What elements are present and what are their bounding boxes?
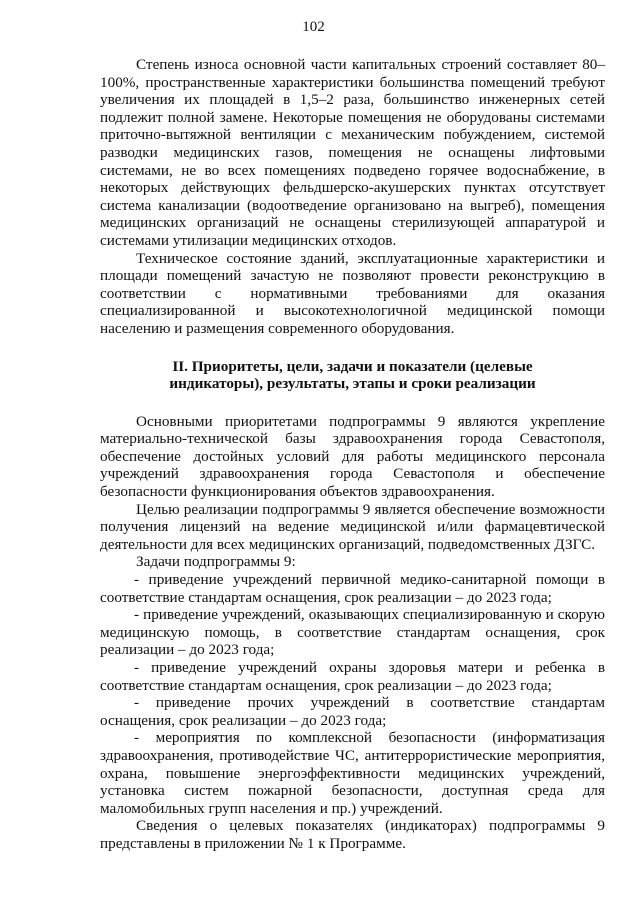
paragraph-priorities: Основными приоритетами подпрограммы 9 являются укрепление материально-технической базы здравоохранения города Севастополя, обеспечение достойных условий для работы медицинского персонала учреждений здравоохранения города Севастополя и обеспечение безопасности функционирования объектов здравоохранения. [100,412,605,501]
section-heading [100,358,605,393]
task-item-1: - приведение учреждений первичной медико-санитарной помощи в соответствие стандартам оснащения, срок реализации – до 2023 года; [100,571,605,606]
paragraph-closing: Сведения о целевых показателях (индикаторах) подпрограммы 9 представлены в приложении № 1 к Программе. [100,817,605,852]
paragraph-wear-condition: Степень износа основной части капитальных строений составляет 80–100%, пространственные характеристики большинства помещений требуют увеличения их площадей в 1,5–2 раза, большинство инженерных сетей подлежит полной замене. Некоторые помещения не оборудованы системами приточно-вытяжной вентиляции с механическим побуждением, системой разводки медицинских газов, помещения не оснащены лифтовыми системами, не во всех помещениях подведено горячее водоснабжение, в некоторых действующих фельдшерско-акушерских пунктах отсутствует система канализации (водоотведение организовано на выгреб), помещения медицинских организаций не оснащены стерилизующей аппаратурой и системами утилизации медицинских отходов. [100,56,605,249]
task-item-2: - приведение учреждений, оказывающих специализированную и скорую медицинскую помощь, в соответствие стандартам оснащения, срок реализации – до 2023 года; [100,606,605,659]
task-item-5: - мероприятия по комплексной безопасности (информатизация здравоохранения, противодействие ЧС, антитеррористические мероприятия, охрана, повышение энергоэффективности медицинских учреждений, установка систем пожарной безопасности, доступная среда для маломобильных групп населения и пр.) учреждений. [100,729,605,817]
task-item-4: - приведение прочих учреждений в соответствие стандартам оснащения, срок реализации – до 2023 года; [100,694,605,729]
page-number: 102 [302,19,325,35]
section-heading-line-2: индикаторы), результаты, этапы и сроки реализации [169,375,536,393]
page-content [100,56,605,853]
tasks-label: Задачи подпрограммы 9: [136,553,296,571]
task-item-3: - приведение учреждений охраны здоровья матери и ребенка в соответствие стандартам оснащения, срок реализации – до 2023 года; [100,659,605,694]
section-heading-line-1: II. Приоритеты, цели, задачи и показатели (целевые [172,357,533,375]
paragraph-goal: Целью реализации подпрограммы 9 является обеспечение возможности получения лицензий на ведение медицинской и/или фармацевтической деятельности для всех медицинских организаций, подведомственных ДЗГС. [100,500,605,553]
paragraph-technical-condition: Техническое состояние зданий, эксплуатационные характеристики и площади помещений зачастую не позволяют провести реконструкцию в соответствии с нормативными требованиями для оказания специализированной и высокотехнологичной медицинской помощи населению и размещения современного оборудования. [100,249,605,337]
